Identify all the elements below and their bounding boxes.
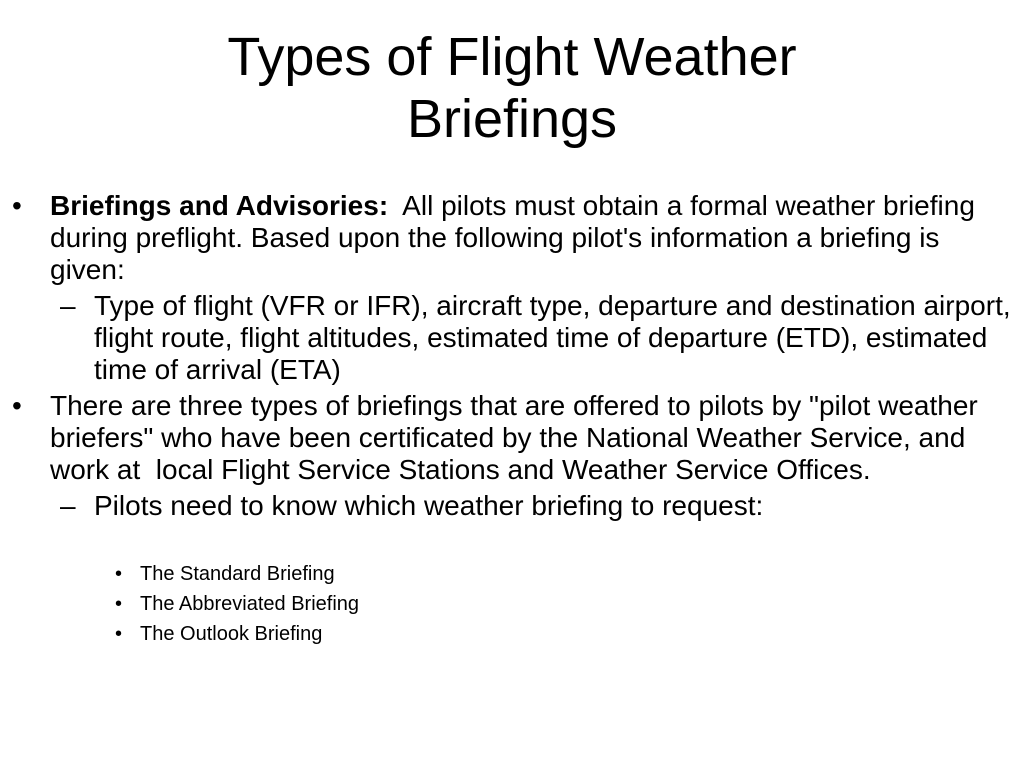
- bullet-text: All pilots must obtain a formal weather briefing during preflight. Based upon the following pilot's information a briefing is given:: [50, 190, 983, 285]
- bullet-text: There are three types of briefings that are offered to pilots by "pilot weather briefers" who have been certificated by the National Weather Service, and work at local Flight Service Stations and Weather Service Offices.: [50, 390, 986, 485]
- bullet-marker: •: [12, 390, 22, 421]
- slide-title-line-2: Briefings: [406, 89, 618, 149]
- bullet-heading: Briefings and Advisories:: [50, 190, 389, 221]
- list-item-text: The Standard Briefing: [140, 563, 335, 585]
- bullet-marker: •: [115, 563, 123, 585]
- list-item-text: The Abbreviated Briefing: [140, 593, 360, 615]
- dash-marker: –: [60, 290, 76, 321]
- sub-bullet-request: [0, 490, 1024, 522]
- bullet-marker: •: [12, 190, 22, 221]
- briefing-types-list: [0, 562, 1024, 646]
- list-item-text: The Outlook Briefing: [140, 623, 323, 645]
- list-item-outlook-briefing: [0, 622, 1024, 646]
- bullet-marker: •: [115, 623, 123, 645]
- dash-marker: –: [60, 490, 76, 521]
- sub-bullet-text: Type of flight (VFR or IFR), aircraft type, departure and destination airport, flight route, flight altitudes, estimated time of departure (ETD), estimated time of arrival (ETA): [94, 290, 1011, 385]
- bullet-briefings-advisories: [0, 190, 1024, 286]
- bullet-three-types: [0, 390, 1024, 486]
- list-item-abbreviated-briefing: [0, 592, 1024, 616]
- bullet-marker: •: [115, 593, 123, 615]
- sub-bullet-flight-info: [0, 290, 1024, 386]
- slide-title: [0, 26, 1024, 150]
- list-item-standard-briefing: [0, 562, 1024, 586]
- slide-body: [0, 190, 1024, 652]
- slide-title-line-1: Types of Flight Weather: [227, 27, 797, 87]
- sub-bullet-text: Pilots need to know which weather briefing to request:: [94, 490, 764, 521]
